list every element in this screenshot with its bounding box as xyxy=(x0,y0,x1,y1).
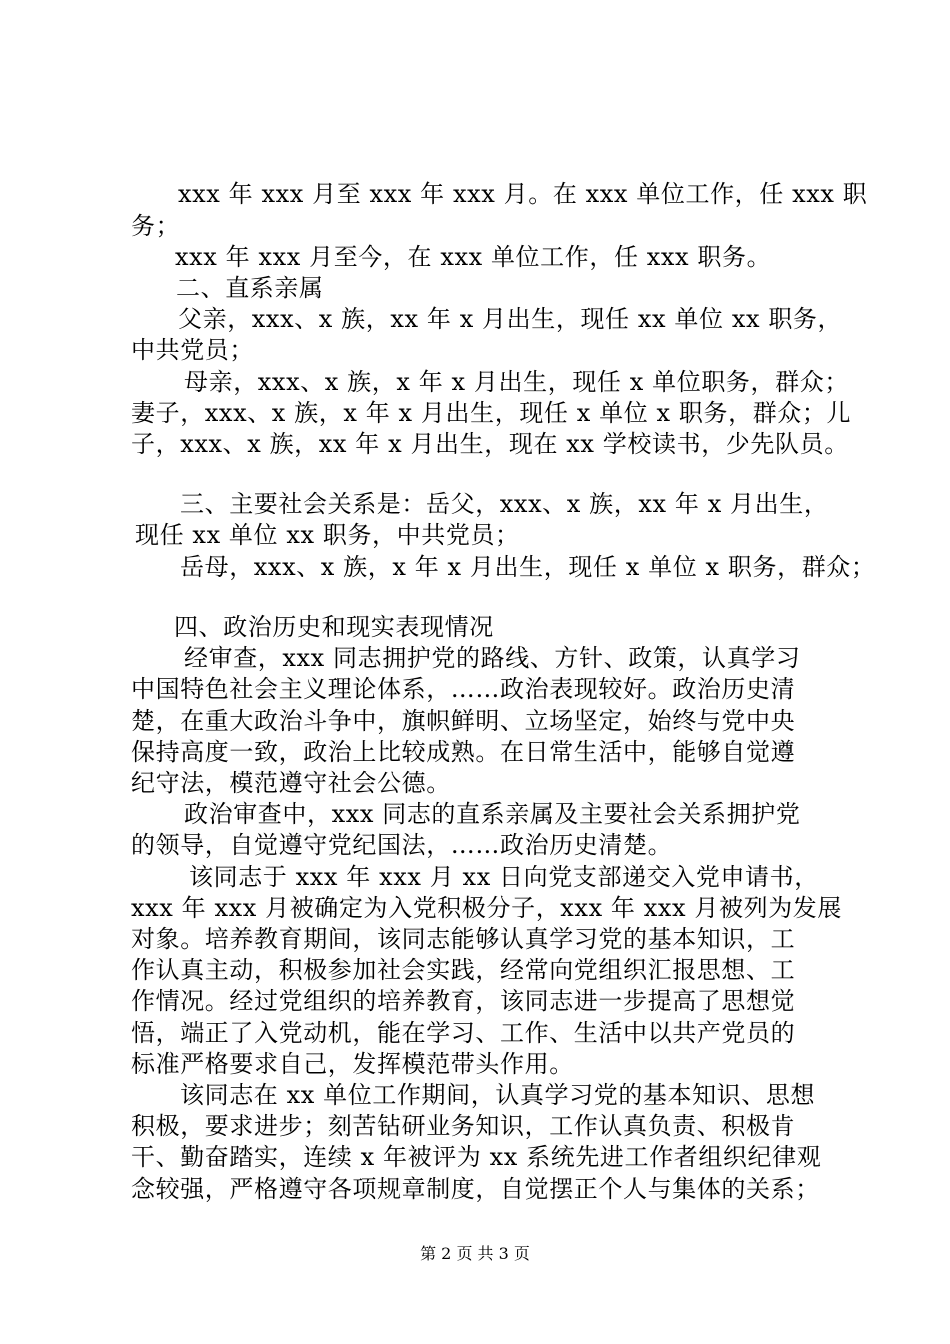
text-line: 中国特色社会主义理论体系，……政治表现较好。政治历史清 xyxy=(131,675,796,703)
text-line: 作认真主动，积极参加社会实践，经常向党组织汇报思想、工 xyxy=(131,956,796,984)
text-line: 该同志于 xxx 年 xxx 月 xx 日向党支部递交入党申请书， xyxy=(189,863,819,891)
text-line: xxx 年 xxx 月至今，在 xxx 单位工作，任 xxx 职务。 xyxy=(175,243,772,271)
text-line: 对象。培养教育期间，该同志能够认真学习党的基本知识，工 xyxy=(131,925,796,953)
text-line: 岳母，xxx、x 族，x 年 x 月出生，现任 x 单位 x 职务，群众； xyxy=(180,553,876,581)
text-line: 子，xxx、x 族，xx 年 x 月出生，现在 xx 学校读书，少先队员。 xyxy=(131,430,849,458)
text-line: 务； xyxy=(131,212,181,240)
text-line: 经审查，xxx 同志拥护党的路线、方针、政策，认真学习 xyxy=(184,644,801,672)
text-line: 的领导，自觉遵守党纪国法，……政治历史清楚。 xyxy=(131,831,673,859)
text-line: 政治审查中，xxx 同志的直系亲属及主要社会关系拥护党 xyxy=(184,800,801,828)
text-line: 积极，要求进步；刻苦钻研业务知识，工作认真负责、积极肯 xyxy=(131,1112,796,1140)
text-line: 纪守法，模范遵守社会公德。 xyxy=(131,769,451,797)
text-line: 悟，端正了入党动机，能在学习、工作、生活中以共产党员的 xyxy=(131,1019,796,1047)
text-line: 楚，在重大政治斗争中，旗帜鲜明、立场坚定，始终与党中央 xyxy=(131,707,796,735)
section-heading: 四、政治历史和现实表现情况 xyxy=(174,613,494,641)
text-line: 标准严格要求自己，发挥模范带头作用。 xyxy=(131,1050,574,1078)
text-line: 现任 xx 单位 xx 职务，中共党员； xyxy=(135,521,520,549)
text-line: xxx 年 xxx 月被确定为入党积极分子，xxx 年 xxx 月被列为发展 xyxy=(131,894,842,922)
text-line: 中共党员； xyxy=(131,336,254,364)
text-line: 保持高度一致，政治上比较成熟。在日常生活中，能够自觉遵 xyxy=(131,738,796,766)
section-heading: 二、直系亲属 xyxy=(176,274,324,302)
text-line: 母亲，xxx、x 族，x 年 x 月出生，现任 x 单位职务，群众； xyxy=(184,368,849,396)
section-heading: 三、主要社会关系是：岳父，xxx、x 族，xx 年 x 月出生， xyxy=(180,490,829,518)
text-line: 父亲，xxx、x 族，xx 年 x 月出生，现任 xx 单位 xx 职务， xyxy=(178,305,843,333)
page-footer: 第 2 页 共 3 页 xyxy=(420,1244,530,1263)
text-line: 干、勤奋踏实，连续 x 年被评为 xx 系统先进工作者组织纪律观 xyxy=(131,1143,822,1171)
text-line: 该同志在 xx 单位工作期间，认真学习党的基本知识、思想 xyxy=(180,1081,816,1109)
text-line: xxx 年 xxx 月至 xxx 年 xxx 月。在 xxx 单位工作，任 xxx 职 xyxy=(178,180,868,208)
text-line: 念较强，严格遵守各项规章制度，自觉摆正个人与集体的关系； xyxy=(131,1175,820,1203)
text-line: 妻子，xxx、x 族，x 年 x 月出生，现任 x 单位 x 职务，群众；儿 xyxy=(131,399,852,427)
text-line: 作情况。经过党组织的培养教育，该同志进一步提高了思想觉 xyxy=(131,987,796,1015)
